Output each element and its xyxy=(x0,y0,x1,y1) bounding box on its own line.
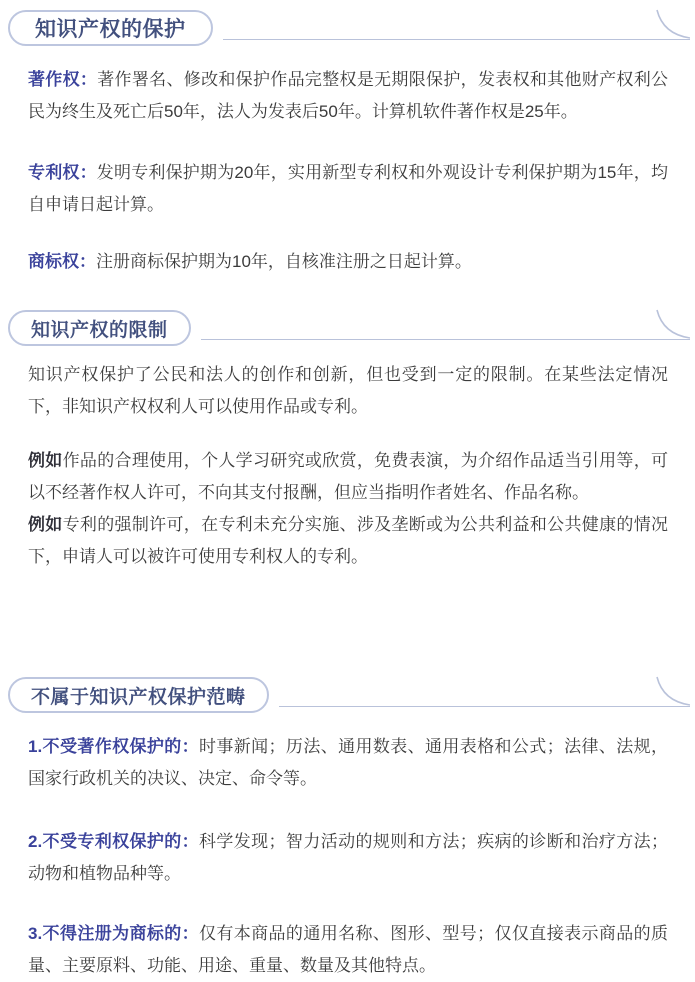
limitation-intro-text: 知识产权保护了公民和法人的创作和创新，但也受到一定的限制。在某些法定情况下，非知识产权权利人可以使用作品或专利。 xyxy=(28,365,668,416)
excluded-item-trademark xyxy=(28,918,668,982)
item-lead-2: 2.不受专利权保护的： xyxy=(28,832,200,851)
rule-end-swash-icon xyxy=(650,9,690,39)
paragraph-trademark-text: 注册商标保护期为10年，自核准注册之日起计算。 xyxy=(96,252,472,271)
paragraph-copyright-text: 著作署名、修改和保护作品完整权是无期限保护，发表权和其他财产权利公民为终生及死亡后50年，法人为发表后50年。计算机软件著作权是25年。 xyxy=(28,70,669,121)
excluded-item-patent xyxy=(28,826,668,890)
term-lead-copyright: 著作权： xyxy=(28,70,98,89)
section-title: 不属于知识产权保护范畴 xyxy=(31,686,246,708)
section-ip-excluded xyxy=(28,677,668,982)
item-lead-3: 3.不得注册为商标的： xyxy=(28,924,200,943)
header-rule-line xyxy=(223,39,691,41)
rule-end-swash-icon xyxy=(650,309,690,339)
section-header xyxy=(8,310,690,346)
section-title-pill xyxy=(8,677,269,713)
item-lead-1: 1.不受著作权保护的： xyxy=(28,737,200,756)
excluded-item-patent-text: 科学发现；智力活动的规则和方法；疾病的诊断和治疗方法；动物和植物品种等。 xyxy=(28,832,668,883)
example-lead: 例如 xyxy=(28,515,63,534)
paragraph-trademark xyxy=(28,246,668,278)
section-header xyxy=(8,677,690,713)
excluded-item-copyright-text: 时事新闻；历法、通用数表、通用表格和公式；法律、法规，国家行政机关的决议、决定、命令等。 xyxy=(28,737,668,788)
section-ip-limitation xyxy=(28,310,668,573)
example-compulsory-license-text: 专利的强制许可，在专利未充分实施、涉及垄断或为公共利益和公共健康的情况下，申请人可以被许可使用专利权人的专利。 xyxy=(28,515,669,566)
header-rule-line xyxy=(201,339,690,341)
limitation-intro xyxy=(28,359,668,423)
section-title-pill xyxy=(8,310,191,346)
paragraph-patent-text: 发明专利保护期为20年，实用新型专利权和外观设计专利保护期为15年，均自申请日起计算。 xyxy=(28,163,668,214)
header-rule xyxy=(279,677,690,713)
excluded-item-trademark-text: 仅有本商品的通用名称、图形、型号；仅仅直接表示商品的质量、主要原料、功能、用途、重量、数量及其他特点。 xyxy=(28,924,668,975)
rule-end-swash-icon xyxy=(650,676,690,706)
example-fair-use-text: 作品的合理使用，个人学习研究或欣赏，免费表演，为介绍作品适当引用等，可以不经著作权人许可，不向其支付报酬，但应当指明作者姓名、作品名称。 xyxy=(28,451,669,502)
section-title: 知识产权的保护 xyxy=(35,18,186,41)
paragraph-patent xyxy=(28,157,668,221)
header-rule-line xyxy=(279,706,690,708)
paragraph-copyright xyxy=(28,64,668,128)
term-lead-patent: 专利权： xyxy=(28,163,97,182)
header-rule xyxy=(201,310,690,346)
excluded-item-copyright xyxy=(28,731,668,795)
section-title-pill xyxy=(8,10,213,46)
example-paragraph-fair-use xyxy=(28,445,668,509)
example-lead: 例如 xyxy=(28,451,63,470)
section-ip-protection xyxy=(28,10,668,278)
section-title: 知识产权的限制 xyxy=(31,319,168,341)
term-lead-trademark: 商标权： xyxy=(28,252,96,271)
section-header xyxy=(8,10,690,46)
header-rule xyxy=(223,10,691,46)
example-paragraph-compulsory-license xyxy=(28,509,668,573)
